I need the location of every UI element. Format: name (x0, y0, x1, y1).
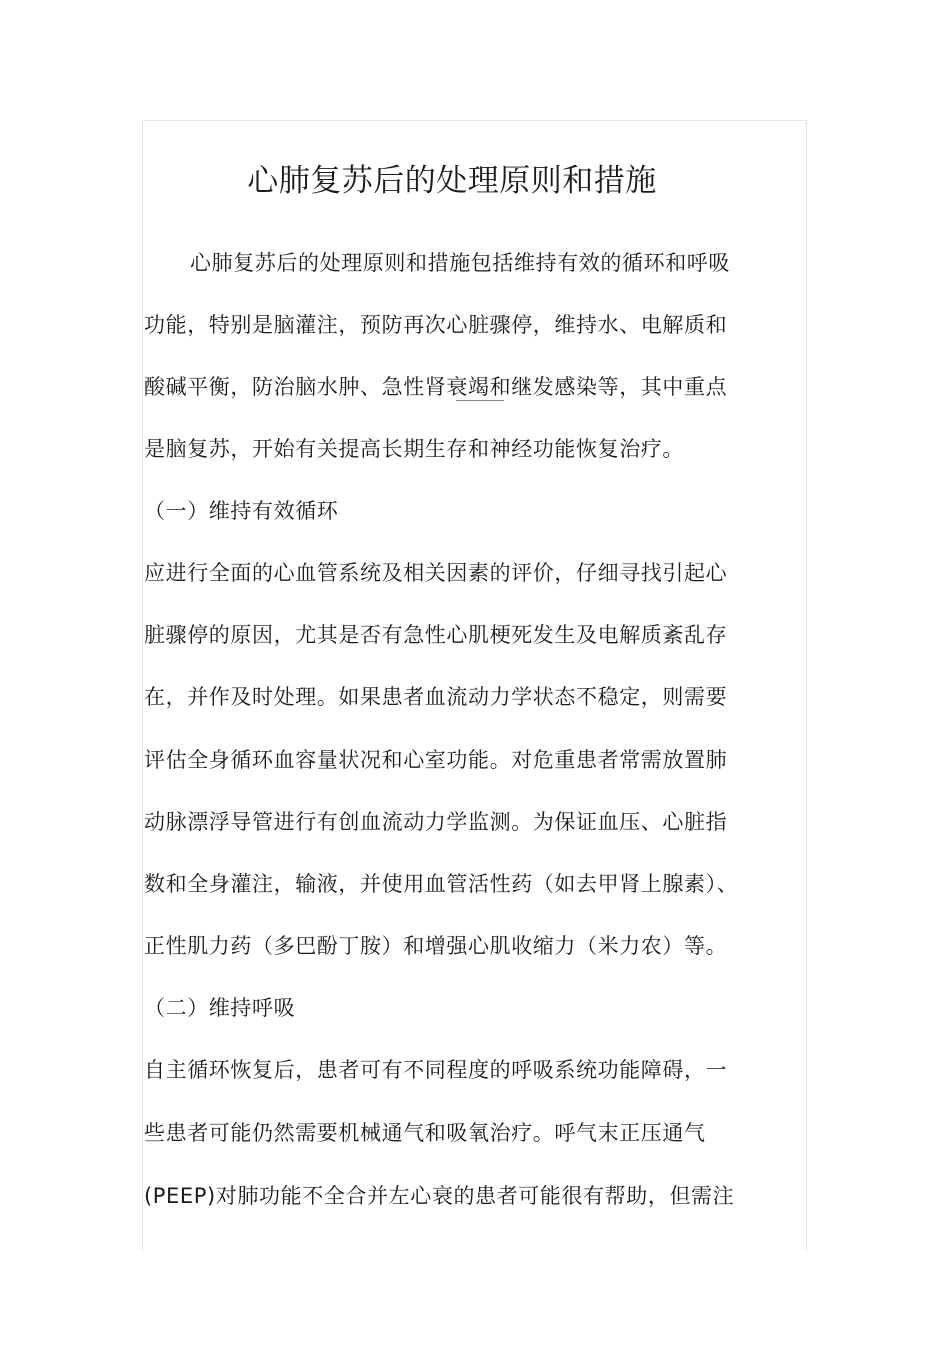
paragraph-line: 脏骤停的原因，尤其是否有急性心肌梗死发生及电解质紊乱存 (144, 623, 728, 647)
underline-mark (456, 400, 504, 401)
paragraph-line: 心肺复苏后的处理原则和措施包括维持有效的循环和呼吸 (190, 251, 730, 275)
paragraph-line: 应进行全面的心血管系统及相关因素的评价，仔细寻找引起心 (144, 561, 728, 585)
document-title: 心肺复苏后的处理原则和措施 (247, 163, 657, 199)
paragraph-line: 评估全身循环血容量状况和心室功能。对危重患者常需放置肺 (144, 748, 728, 772)
paragraph-line: 是脑复苏，开始有关提高长期生存和神经功能恢复治疗。 (144, 437, 684, 461)
paragraph-line: 些患者可能仍然需要机械通气和吸氧治疗。呼气末正压通气 (144, 1121, 706, 1145)
paragraph-line: 酸碱平衡，防治脑水肿、急性肾衰竭和继发感染等，其中重点 (144, 375, 728, 399)
paragraph-line: 功能，特别是脑灌注，预防再次心脏骤停，维持水、电解质和 (144, 313, 728, 337)
paragraph-line: 正性肌力药（多巴酚丁胺）和增强心肌收缩力（米力农）等。 (144, 934, 728, 958)
section-heading: （一）维持有效循环 (144, 499, 339, 523)
paragraph-line: 动脉漂浮导管进行有创血流动力学监测。为保证血压、心脏指 (144, 810, 728, 834)
paragraph-line: 自主循环恢复后，患者可有不同程度的呼吸系统功能障碍，一 (144, 1058, 728, 1082)
paragraph-line: 在，并作及时处理。如果患者血流动力学状态不稳定，则需要 (144, 685, 728, 709)
paragraph-line: (PEEP)对肺功能不全合并左心衰的患者可能很有帮助，但需注 (144, 1184, 735, 1208)
paragraph-line: 数和全身灌注，输液，并使用血管活性药（如去甲肾上腺素）、 (144, 872, 739, 896)
section-heading: （二）维持呼吸 (144, 996, 296, 1020)
